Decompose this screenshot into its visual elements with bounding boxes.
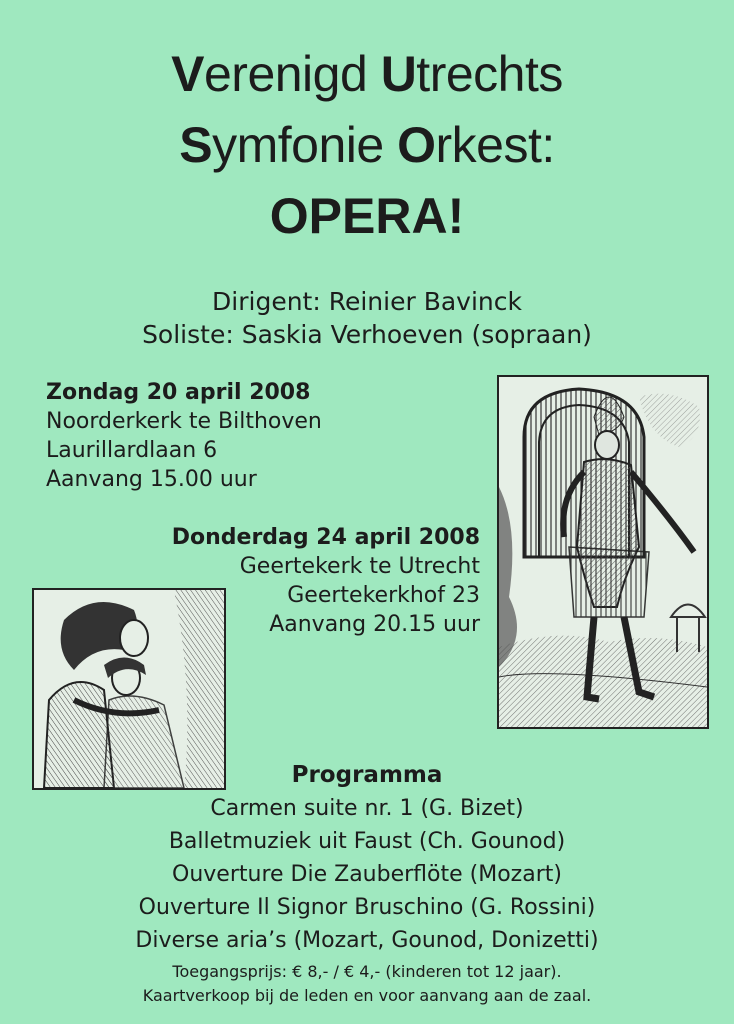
concert-1	[46, 378, 322, 494]
footer-info	[0, 960, 734, 1008]
concert-address: Laurillardlaan 6	[46, 438, 218, 463]
programme-item: Carmen suite nr. 1 (G. Bizet)	[210, 796, 524, 821]
programme-item: Balletmuziek uit Faust (Ch. Gounod)	[168, 829, 566, 854]
concert-start: Aanvang 15.00 uur	[46, 467, 257, 492]
soloist-line: Soliste: Saskia Verhoeven (sopraan)	[142, 320, 592, 349]
concert-date: Zondag 20 april 2008	[46, 380, 311, 405]
concert-start: Aanvang 20.15 uur	[269, 612, 480, 637]
programme-item: Ouverture Il Signor Bruschino (G. Rossini)	[138, 895, 596, 920]
programme-item: Ouverture Die Zauberflöte (Mozart)	[172, 862, 562, 887]
concert-address: Geertekerkhof 23	[287, 583, 480, 608]
ticket-prices: Toegangsprijs: € 8,- / € 4,- (kinderen tot 12 jaar).	[172, 962, 562, 981]
title-line-2: Symfonie Orkest:	[179, 117, 555, 173]
credits	[0, 285, 734, 351]
programme-item: Diverse aria’s (Mozart, Gounod, Donizetti)	[135, 928, 599, 953]
concert-venue: Noorderkerk te Bilthoven	[46, 409, 322, 434]
concert-date: Donderdag 24 april 2008	[171, 525, 480, 550]
papageno-engraving	[497, 375, 709, 729]
papageno-illustration-icon	[499, 377, 707, 727]
concert-venue: Geertekerk te Utrecht	[239, 554, 480, 579]
conductor-line: Dirigent: Reinier Bavinck	[212, 287, 522, 316]
programme-list	[0, 792, 734, 957]
title-opera: OPERA!	[269, 188, 465, 244]
title-line-1: Verenigd Utrechts	[171, 46, 563, 102]
ticket-sales: Kaartverkoop bij de leden en voor aanvang aan de zaal.	[142, 986, 592, 1005]
programme-heading: Programma	[291, 762, 443, 788]
couple-illustration-icon	[34, 590, 224, 788]
